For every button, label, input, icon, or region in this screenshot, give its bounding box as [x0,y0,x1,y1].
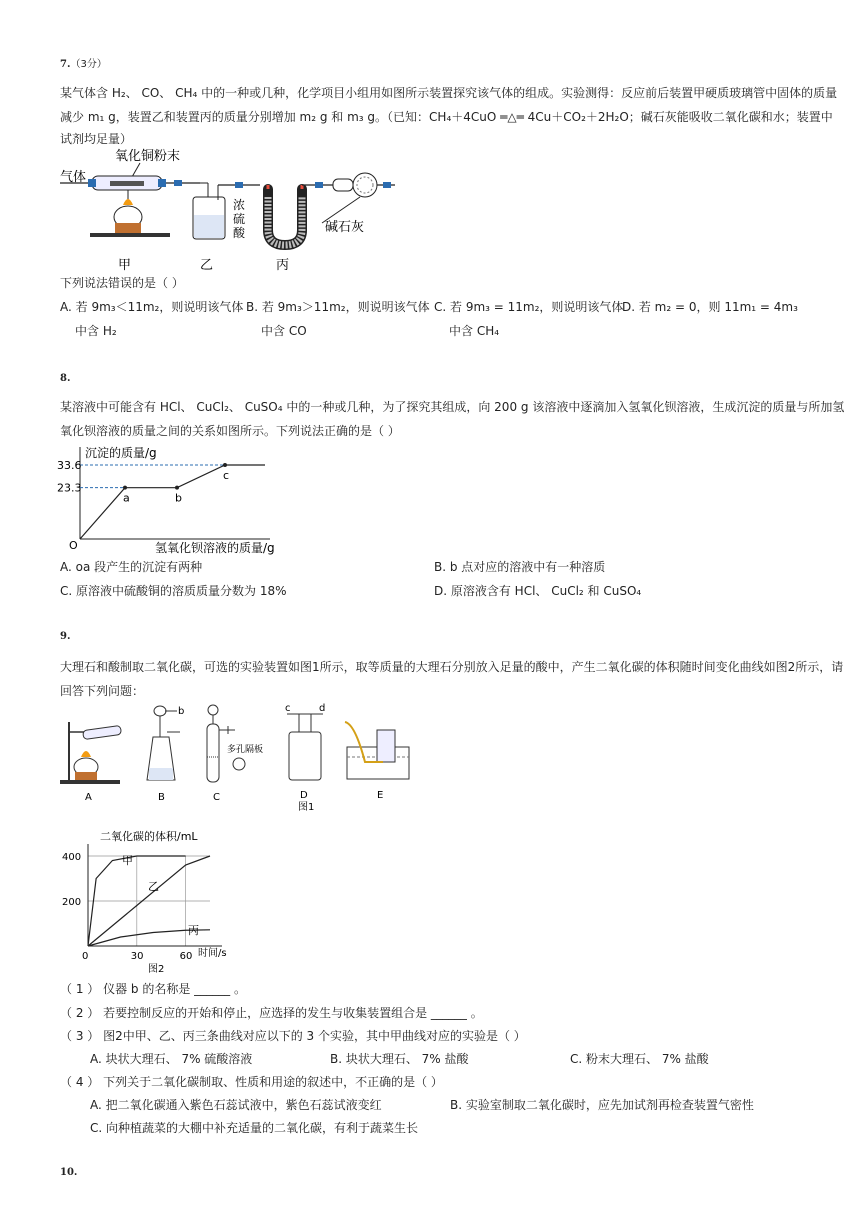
q9-sub3-option-c[interactable]: C. 粉末大理石、 7% 盐酸 [570,1052,709,1066]
q9-fig2-y-label: 二氧化碳的体积/mL [100,830,198,843]
q9-fig2-caption: 图2 [148,964,165,975]
q9-fig1-C: C [213,792,220,803]
q8-tick-33: 33.6 [57,459,82,472]
q9-sub4: （ 4 ） 下列关于二氧化碳制取、性质和用途的叙述中，不正确的是（ ） [60,1075,443,1089]
q8-y-label: 沉淀的质量/g [85,446,157,460]
cuo-pointer [132,163,140,177]
q9-fig1-plate: 多孔隔板 [227,745,264,755]
q7-fig-lime-label: 碱石灰 [325,220,365,235]
clip-3 [315,182,323,188]
q7-apparatus-figure [60,145,420,275]
q9-stem-line2: 回答下列问题： [60,684,145,698]
q7-fig-acid-2: 硫 [233,212,246,226]
q9-fig2-tick-200: 200 [62,897,82,908]
cuo-powder [110,181,144,186]
q7-option-a-cont: 中含 H₂ [75,324,117,338]
q9-sub3: （ 3 ） 图2中甲、乙、丙三条曲线对应以下的 3 个实验，其中甲曲线对应的实验是（ ） [60,1029,526,1043]
gas-jar-e [377,730,395,762]
q8-stem-line2: 氧化钡溶液的质量之间的关系如图所示。下列说法正确的是（ ） [60,424,400,438]
q7-fig-bing: 丙 [276,258,290,273]
q10-number: 10. [60,1167,78,1178]
q9-fig2-tick-60: 60 [179,951,193,962]
q8-option-d[interactable]: D. 原溶液含有 HCl、 CuCl₂ 和 CuSO₄ [434,584,642,598]
tube-stopper-left [88,179,96,187]
flame-icon [123,199,133,205]
q9-fig2-tick-400: 400 [62,852,82,863]
q9-sub4-option-c[interactable]: C. 向种植蔬菜的大棚中补充适量的二氧化碳，有利于蔬菜生长 [90,1121,419,1135]
q9-fig1-d: d [319,703,326,714]
q9-fig2-tick-30: 30 [130,951,144,962]
q9-fig1-D: D [300,790,308,801]
q7-option-a[interactable]: A. 若 9m₃＜11m₂，则说明该气体 [60,300,244,314]
q9-fig2-tick-0: 0 [82,951,89,962]
test-tube-c [207,724,219,782]
q8-option-a[interactable]: A. oa 段产生的沉淀有两种 [60,560,203,574]
q7-option-b[interactable]: B. 若 9m₃＞11m₂，则说明该气体 [246,300,430,314]
funnel-b-bulb [154,706,166,716]
q9-fig2-label-yi: 乙 [148,880,159,893]
q7-stem-line2: 减少 m₁ g，装置乙和装置丙的质量分别增加 m₂ g 和 m₃ g。（已知：CH₄＋4CuO ═△═ 4Cu＋CO₂＋2H₂O；碱石灰能吸收二氧化碳和水；装置中 [60,110,833,124]
bottle-d [289,732,321,780]
q9-fig2-label-bing: 丙 [188,924,199,937]
q7-number: 7. [60,59,71,70]
q9-fig2-label-jia: 甲 [122,854,133,867]
plate-zoom-circle [233,758,245,770]
q7-question: 下列说法错误的是（ ） [60,276,184,290]
q8-number: 8. [60,373,71,384]
drying-tube [333,179,353,191]
q9-sub4-option-b[interactable]: B. 实验室制取二氧化碳时，应先加试剂再检查装置气密性 [450,1098,754,1112]
q7-fig-gas-label: 气体 [60,170,87,185]
q9-stem-line1: 大理石和酸制取二氧化碳，可选的实验装置如图1所示，取等质量的大理石分别放入足量的酸中，产生二氧化碳的体积随时间变化曲线如图2所示，请 [60,660,844,674]
q8-point-a [123,486,127,490]
q7-score: （3分） [70,59,107,70]
q9-number: 9. [60,631,71,642]
q7-fig-jia: 甲 [118,258,132,273]
u-tube-bing [268,189,302,245]
q9-figure1-apparatus [55,702,425,814]
q9-figure2-chart [60,828,240,976]
clip-4 [383,182,391,188]
q8-origin: O [69,539,78,552]
q8-label-c: c [223,469,230,482]
q9-fig1-B: B [158,792,165,803]
q8-option-c[interactable]: C. 原溶液中硫酸铜的溶质质量分数为 18% [60,584,287,598]
q9-fig1-caption: 图1 [298,802,315,813]
q7-stem-line3: 试剂均足量） [60,132,133,146]
stand-base [90,233,170,237]
q9-sub3-option-a[interactable]: A. 块状大理石、 7% 硫酸溶液 [90,1052,253,1066]
q9-fig1-A: A [85,792,92,803]
acid-liquid [194,215,224,238]
q7-fig-acid-1: 浓 [233,198,246,212]
clip-1 [174,180,182,186]
q9-sub4-option-a[interactable]: A. 把二氧化碳通入紫色石蕊试液中，紫色石蕊试液变红 [90,1098,382,1112]
q9-fig1-E: E [377,790,384,801]
q8-tick-23: 23.3 [57,481,82,495]
q7-fig-yi: 乙 [200,258,214,273]
q7-fig-acid-3: 酸 [233,226,246,240]
q7-option-b-cont: 中含 CO [261,324,307,338]
test-tube-a [83,725,122,739]
q7-stem-line1: 某气体含 H₂、 CO、 CH₄ 中的一种或几种，化学项目小组用如图所示装置探究该气体的组成。实验测得：反应前后装置甲硬质玻璃管中固体的质量 [60,86,838,100]
u-tube-lime [268,197,302,245]
clip-2 [235,182,243,188]
lamp-base [115,223,141,233]
q8-point-b [175,486,179,490]
q8-label-a: a [123,491,130,505]
q8-data-line [80,465,265,539]
q7-option-c-cont: 中含 CH₄ [449,324,500,338]
q8-x-label: 氢氧化钡溶液的质量/g [155,541,275,555]
funnel-c-bulb [208,705,218,715]
flask-b-liquid [149,768,173,780]
stand-a-base [60,780,120,784]
q8-label-b: b [175,491,182,505]
lamp-a-base [75,772,97,780]
q7-fig-cuo-label: 氧化铜粉末 [115,149,181,164]
q8-option-b[interactable]: B. b 点对应的溶液中有一种溶质 [434,560,606,574]
q9-sub2: （ 2 ） 若要控制反应的开始和停止，应选择的发生与收集装置组合是 ______ 。 [60,1006,483,1020]
q9-sub3-option-b[interactable]: B. 块状大理石、 7% 盐酸 [330,1052,469,1066]
q9-sub1: （ 1 ） 仪器 b 的名称是 ______ 。 [60,982,246,996]
q9-fig1-b: b [178,706,185,717]
q8-stem-line1: 某溶液中可能含有 HCl、 CuCl₂、 CuSO₄ 中的一种或几种，为了探究其组成，向 200 g 该溶液中逐滴加入氢氧化钡溶液，生成沉淀的质量与所加氢 [60,400,845,414]
q8-point-c [223,463,227,467]
q7-header [60,54,107,76]
q8-precipitate-chart [55,443,295,555]
q7-option-d[interactable]: D. 若 m₂ = 0，则 11m₁ = 4m₃ [622,300,798,314]
tube-stopper-right [158,179,166,187]
flame-a-icon [81,751,91,757]
q9-fig2-x-label: 时间/s [198,948,227,959]
q9-fig1-c: c [285,703,291,714]
q7-option-c[interactable]: C. 若 9m₃ = 11m₂，则说明该气体 [434,300,624,314]
